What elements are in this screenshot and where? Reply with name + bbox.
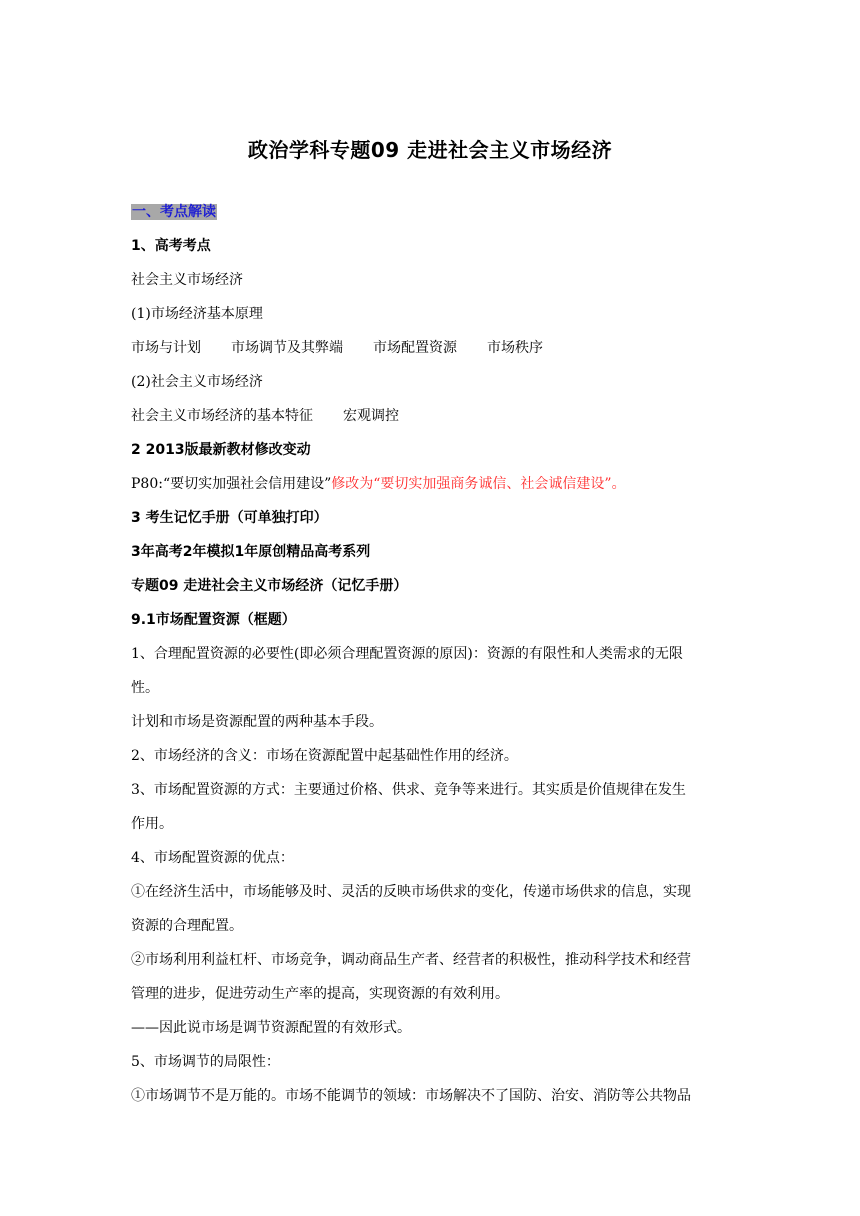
- paragraph: 性。: [131, 680, 159, 696]
- paragraph: 4、市场配置资源的优点：: [131, 850, 294, 866]
- topic-item: 市场配置资源: [373, 340, 457, 356]
- document-title: 政治学科专题09 走进社会主义市场经济: [247, 138, 613, 162]
- paragraph: ①市场调节不是万能的。市场不能调节的领域：市场解决不了国防、治安、消防等公共物品: [131, 1088, 691, 1104]
- paragraph: 资源的合理配置。: [131, 918, 243, 934]
- topic-item: 市场秩序: [487, 340, 543, 356]
- paragraph: 作用。: [131, 816, 173, 832]
- topic-item: 宏观调控: [343, 408, 399, 424]
- topic-item: 社会主义市场经济的基本特征: [131, 408, 313, 424]
- paragraph: ②市场利用利益杠杆、市场竞争，调动商品生产者、经营者的积极性，推动科学技术和经营: [131, 952, 691, 968]
- paragraph: ——因此说市场是调节资源配置的有效形式。: [131, 1020, 411, 1036]
- heading-exam-points: 1、高考考点: [131, 238, 211, 254]
- section-heading-line: [131, 202, 217, 222]
- topic-list-2: [131, 406, 399, 426]
- paragraph: 管理的进步，促进劳动生产率的提高，实现资源的有效利用。: [131, 986, 509, 1002]
- subsection-title: 9.1市场配置资源（框题）: [131, 612, 296, 628]
- paragraph: 1、合理配置资源的必要性(即必须合理配置资源的原因)：资源的有限性和人类需求的无限: [131, 646, 683, 662]
- topic-item: 市场与计划: [131, 340, 201, 356]
- series-name: 3年高考2年模拟1年原创精品高考系列: [131, 544, 371, 560]
- topic-list-1: [131, 338, 543, 358]
- section-heading: 一、考点解读: [132, 204, 216, 220]
- revision-note: [131, 474, 626, 494]
- paragraph: 2、市场经济的含义：市场在资源配置中起基础性作用的经济。: [131, 748, 518, 764]
- revision-original: P80:“要切实加强社会信用建设”: [131, 476, 332, 492]
- paragraph: 5、市场调节的局限性：: [131, 1054, 280, 1070]
- paragraph: ①在经济生活中，市场能够及时、灵活的反映市场供求的变化，传递市场供求的信息，实现: [131, 884, 691, 900]
- paragraph: 3、市场配置资源的方式：主要通过价格、供求、竞争等来进行。其实质是价值规律在发生: [131, 782, 686, 798]
- paragraph: 社会主义市场经济: [131, 272, 243, 288]
- paragraph: (2)社会主义市场经济: [131, 374, 263, 390]
- topic-item: 市场调节及其弊端: [231, 340, 343, 356]
- paragraph: 计划和市场是资源配置的两种基本手段。: [131, 714, 383, 730]
- topic-title: 专题09 走进社会主义市场经济（记忆手册）: [131, 578, 408, 594]
- paragraph: (1)市场经济基本原理: [131, 306, 263, 322]
- heading-memory-handbook: 3 考生记忆手册（可单独打印）: [131, 510, 328, 526]
- heading-textbook-changes: 2 2013版最新教材修改变动: [131, 442, 311, 458]
- revision-new: 修改为“要切实加强商务诚信、社会诚信建设”。: [331, 476, 626, 492]
